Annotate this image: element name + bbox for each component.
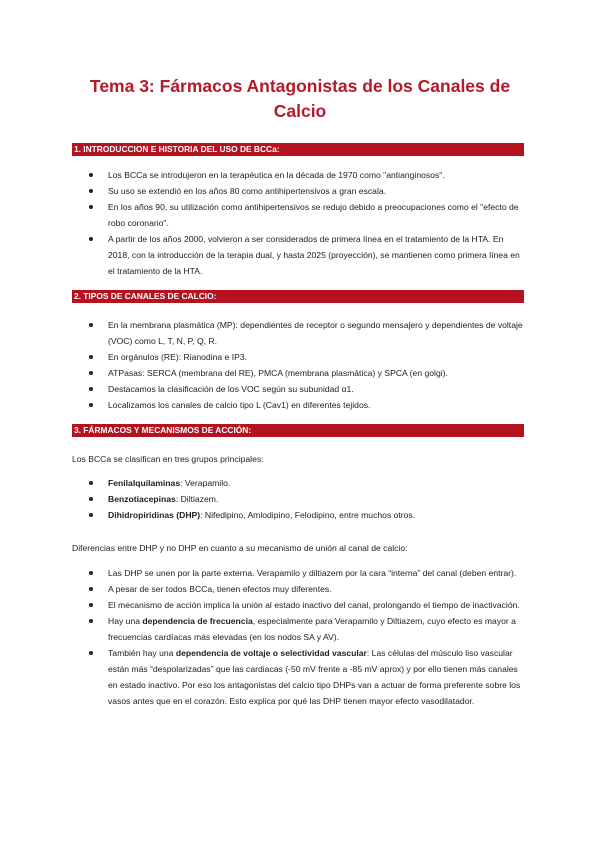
bullet-icon bbox=[89, 403, 93, 407]
bullet-icon bbox=[89, 603, 93, 607]
list-item: Su uso se extendió en los años 80 como antihipertensivos a gran escala. bbox=[72, 183, 527, 199]
list-item: A pesar de ser todos BCCa, tienen efectos muy diferentes. bbox=[72, 581, 527, 597]
bullet-icon bbox=[89, 481, 93, 485]
list-item: En orgánulos (RE): Rianodina e IP3. bbox=[72, 349, 527, 365]
section-heading-introduccion: 1. INTRODUCCION E HISTORIA DEL USO DE BCCa: bbox=[72, 143, 524, 156]
bullet-icon bbox=[89, 371, 93, 375]
list-item: Las DHP se unen por la parte externa. Verapamilo y diltiazem por la cara “interna” del canal (deben entrar). bbox=[72, 565, 527, 581]
drug-groups-list bbox=[72, 475, 527, 523]
list-item: Destacamos la clasificación de los VOC según su subunidad α1. bbox=[72, 381, 527, 397]
bullet-icon bbox=[89, 205, 93, 209]
list-item: En la membrana plasmática (MP): dependientes de receptor o segundo mensajero y dependientes de voltaje (VOC) como L, T, N, P, Q, R. bbox=[72, 317, 527, 349]
bullet-icon bbox=[89, 651, 93, 655]
list-item: A partir de los años 2000, volvieron a ser considerados de primera línea en el tratamiento de la HTA. En 2018, con la introducción de la terapia dual, y hasta 2025 (proyección), se mantienen como primera línea en el tratamiento de la HTA. bbox=[72, 231, 527, 279]
list-item: Hay una dependencia de frecuencia, especialmente para Verapamilo y Diltiazem, cuyo efecto es mayor a frecuencias cardíacas más elevadas (en los nodos SA y AV). bbox=[72, 613, 527, 645]
bullet-icon bbox=[89, 189, 93, 193]
bullet-icon bbox=[89, 571, 93, 575]
section-heading-tipos: 2. TIPOS DE CANALES DE CALCIO: bbox=[72, 290, 524, 303]
list-item: ATPasas: SERCA (membrana del RE), PMCA (membrana plasmática) y SPCA (en golgi). bbox=[72, 365, 527, 381]
differences-intro: Diferencias entre DHP y no DHP en cuanto a su mecanismo de unión al canal de calcio: bbox=[72, 543, 408, 553]
section-heading-farmacos: 3. FÁRMACOS Y MECANISMOS DE ACCIÓN: bbox=[72, 424, 524, 437]
list-item: Dihidropiridinas (DHP): Nifedipino, Amlodipino, Felodipino, entre muchos otros. bbox=[72, 507, 527, 523]
bullet-icon bbox=[89, 497, 93, 501]
bullet-icon bbox=[89, 237, 93, 241]
list-item: Localizamos los canales de calcio tipo L (Cav1) en diferentes tejidos. bbox=[72, 397, 527, 413]
bullet-icon bbox=[89, 355, 93, 359]
list-item: También hay una dependencia de voltaje o selectividad vascular: Las células del músculo liso vascular están más “despolarizadas” que las cardiacas (-50 mV frente a -85 mV aprox) y por ello tienen más canales en estado inactivo. Por eso los antagonistas del calcio tipo DHPs van a actuar de forma preferente sobre los vasos antes que en el corazón. Esto explica por qué las DHP tienen mayor efecto vasodilatador. bbox=[72, 645, 527, 709]
list-item: Benzotiacepinas: Diltiazem. bbox=[72, 491, 527, 507]
bullet-icon bbox=[89, 513, 93, 517]
list-item: Los BCCa se introdujeron en la terapéutica en la década de 1970 como "antianginosos". bbox=[72, 167, 527, 183]
bullet-icon bbox=[89, 587, 93, 591]
bullet-icon bbox=[89, 387, 93, 391]
list-item: El mecanismo de acción implica la unión al estado inactivo del canal, prolongando el tiempo de inactivación. bbox=[72, 597, 527, 613]
bullet-icon bbox=[89, 323, 93, 327]
list-item: En los años 90, su utilización como antihipertensivos se redujo debido a preocupaciones como el "efecto de robo coronario". bbox=[72, 199, 527, 231]
differences-list bbox=[72, 565, 527, 709]
page-title: Tema 3: Fármacos Antagonistas de los Canales de Calcio bbox=[89, 76, 511, 121]
bullet-icon bbox=[89, 173, 93, 177]
section1-list bbox=[72, 167, 527, 279]
list-item: Fenilalquilaminas: Verapamilo. bbox=[72, 475, 527, 491]
bullet-icon bbox=[89, 619, 93, 623]
section2-list bbox=[72, 317, 527, 413]
groups-intro: Los BCCa se clasifican en tres grupos principales: bbox=[72, 454, 264, 464]
